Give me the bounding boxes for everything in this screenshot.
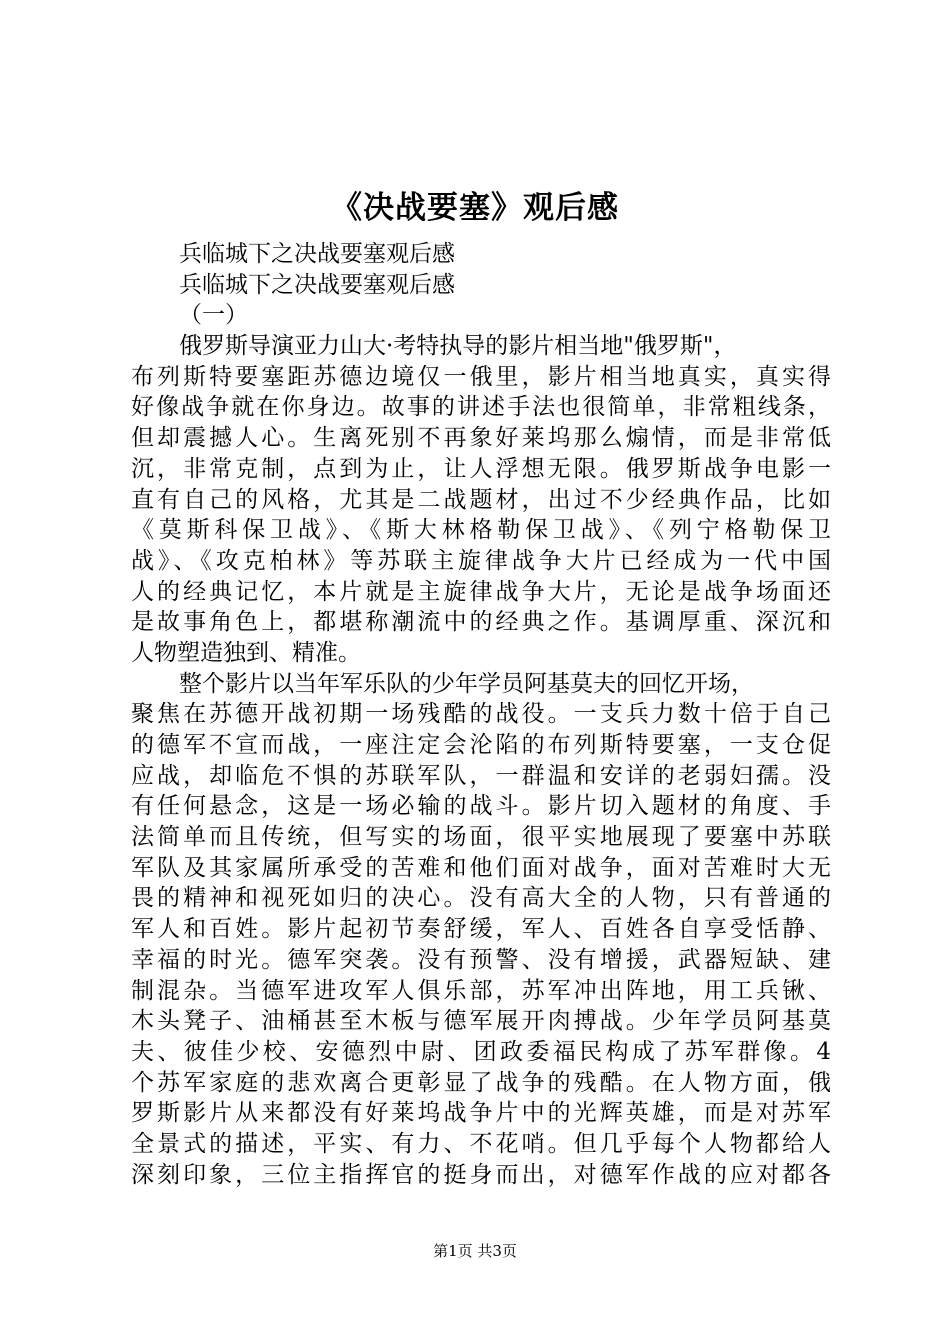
- document-title: 《决战要塞》观后感: [331, 190, 619, 226]
- text-line: 俄罗斯导演亚力山大·考特执导的影片相当地"俄罗斯"，: [179, 333, 737, 360]
- text-line: 沉，非常克制，点到为止，让人浮想无限。俄罗斯战争电影一: [131, 455, 831, 482]
- page-number-footer: 第1页 共3页: [433, 1242, 517, 1260]
- text-line: 深刻印象，三位主指挥官的挺身而出，对德军作战的应对都各: [131, 1161, 831, 1188]
- text-line: 聚焦在苏德开战初期一场残酷的战役。一支兵力数十倍于自己: [131, 701, 831, 728]
- text-line: 木头凳子、油桶甚至木板与德军展开肉搏战。少年学员阿基莫: [131, 1008, 831, 1035]
- text-line: 的德军不宣而战，一座注定会沦陷的布列斯特要塞，一支仓促: [131, 732, 831, 758]
- text-line: 好像战争就在你身边。故事的讲述手法也很简单，非常粗线条，: [131, 394, 831, 421]
- text-line: 罗斯影片从来都没有好莱坞战争片中的光辉英雄，而是对苏军: [131, 1100, 831, 1127]
- text-line: （一）: [179, 302, 248, 329]
- text-line: 全景式的描述，平实、有力、不花哨。但几乎每个人物都给人: [131, 1130, 831, 1157]
- text-line: 兵临城下之决战要塞观后感: [179, 271, 455, 298]
- text-line: 军队及其家属所承受的苦难和他们面对战争，面对苦难时大无: [131, 854, 831, 881]
- text-line: 整个影片以当年军乐队的少年学员阿基莫夫的回忆开场，: [179, 670, 754, 697]
- text-line: 直有自己的风格，尤其是二战题材，出过不少经典作品，比如: [131, 486, 831, 513]
- text-line: 幸福的时光。德军突袭。没有预警、没有增援，武器短缺、建: [131, 946, 831, 973]
- text-line: 畏的精神和视死如归的决心。没有高大全的人物，只有普通的: [131, 885, 831, 912]
- text-line: 有任何悬念，这是一场必输的战斗。影片切入题材的角度、手: [131, 793, 831, 820]
- document-body: [131, 239, 831, 1190]
- text-line: 人物塑造独到、精准。: [131, 639, 361, 666]
- text-line: 法简单而且传统，但写实的场面，很平实地展现了要塞中苏联: [131, 824, 831, 851]
- text-line: 应战，却临危不惧的苏联军队，一群温和安详的老弱妇孺。没: [131, 762, 831, 789]
- text-line: 军人和百姓。影片起初节奏舒缓，军人、百姓各自享受恬静、: [131, 916, 831, 943]
- text-line: 夫、彼佳少校、安德烈中尉、团政委福民构成了苏军群像。4: [131, 1038, 831, 1065]
- text-line: 兵临城下之决战要塞观后感: [179, 241, 455, 267]
- text-line: 是故事角色上，都堪称潮流中的经典之作。基调厚重、深沉和: [131, 609, 831, 636]
- text-line: 人的经典记忆，本片就是主旋律战争大片，无论是战争场面还: [131, 578, 831, 605]
- text-line: 但却震撼人心。生离死别不再象好莱坞那么煽情，而是非常低: [131, 425, 831, 452]
- text-line: 布列斯特要塞距苏德边境仅一俄里，影片相当地真实，真实得: [131, 363, 831, 390]
- text-line: 战》、《攻克柏林》等苏联主旋律战争大片已经成为一代中国: [131, 547, 831, 574]
- text-line: 《莫斯科保卫战》、《斯大林格勒保卫战》、《列宁格勒保卫: [131, 517, 831, 544]
- text-line: 个苏军家庭的悲欢离合更彰显了战争的残酷。在人物方面，俄: [131, 1069, 831, 1096]
- text-line: 制混杂。当德军进攻军人俱乐部，苏军冲出阵地，用工兵锹、: [131, 977, 831, 1004]
